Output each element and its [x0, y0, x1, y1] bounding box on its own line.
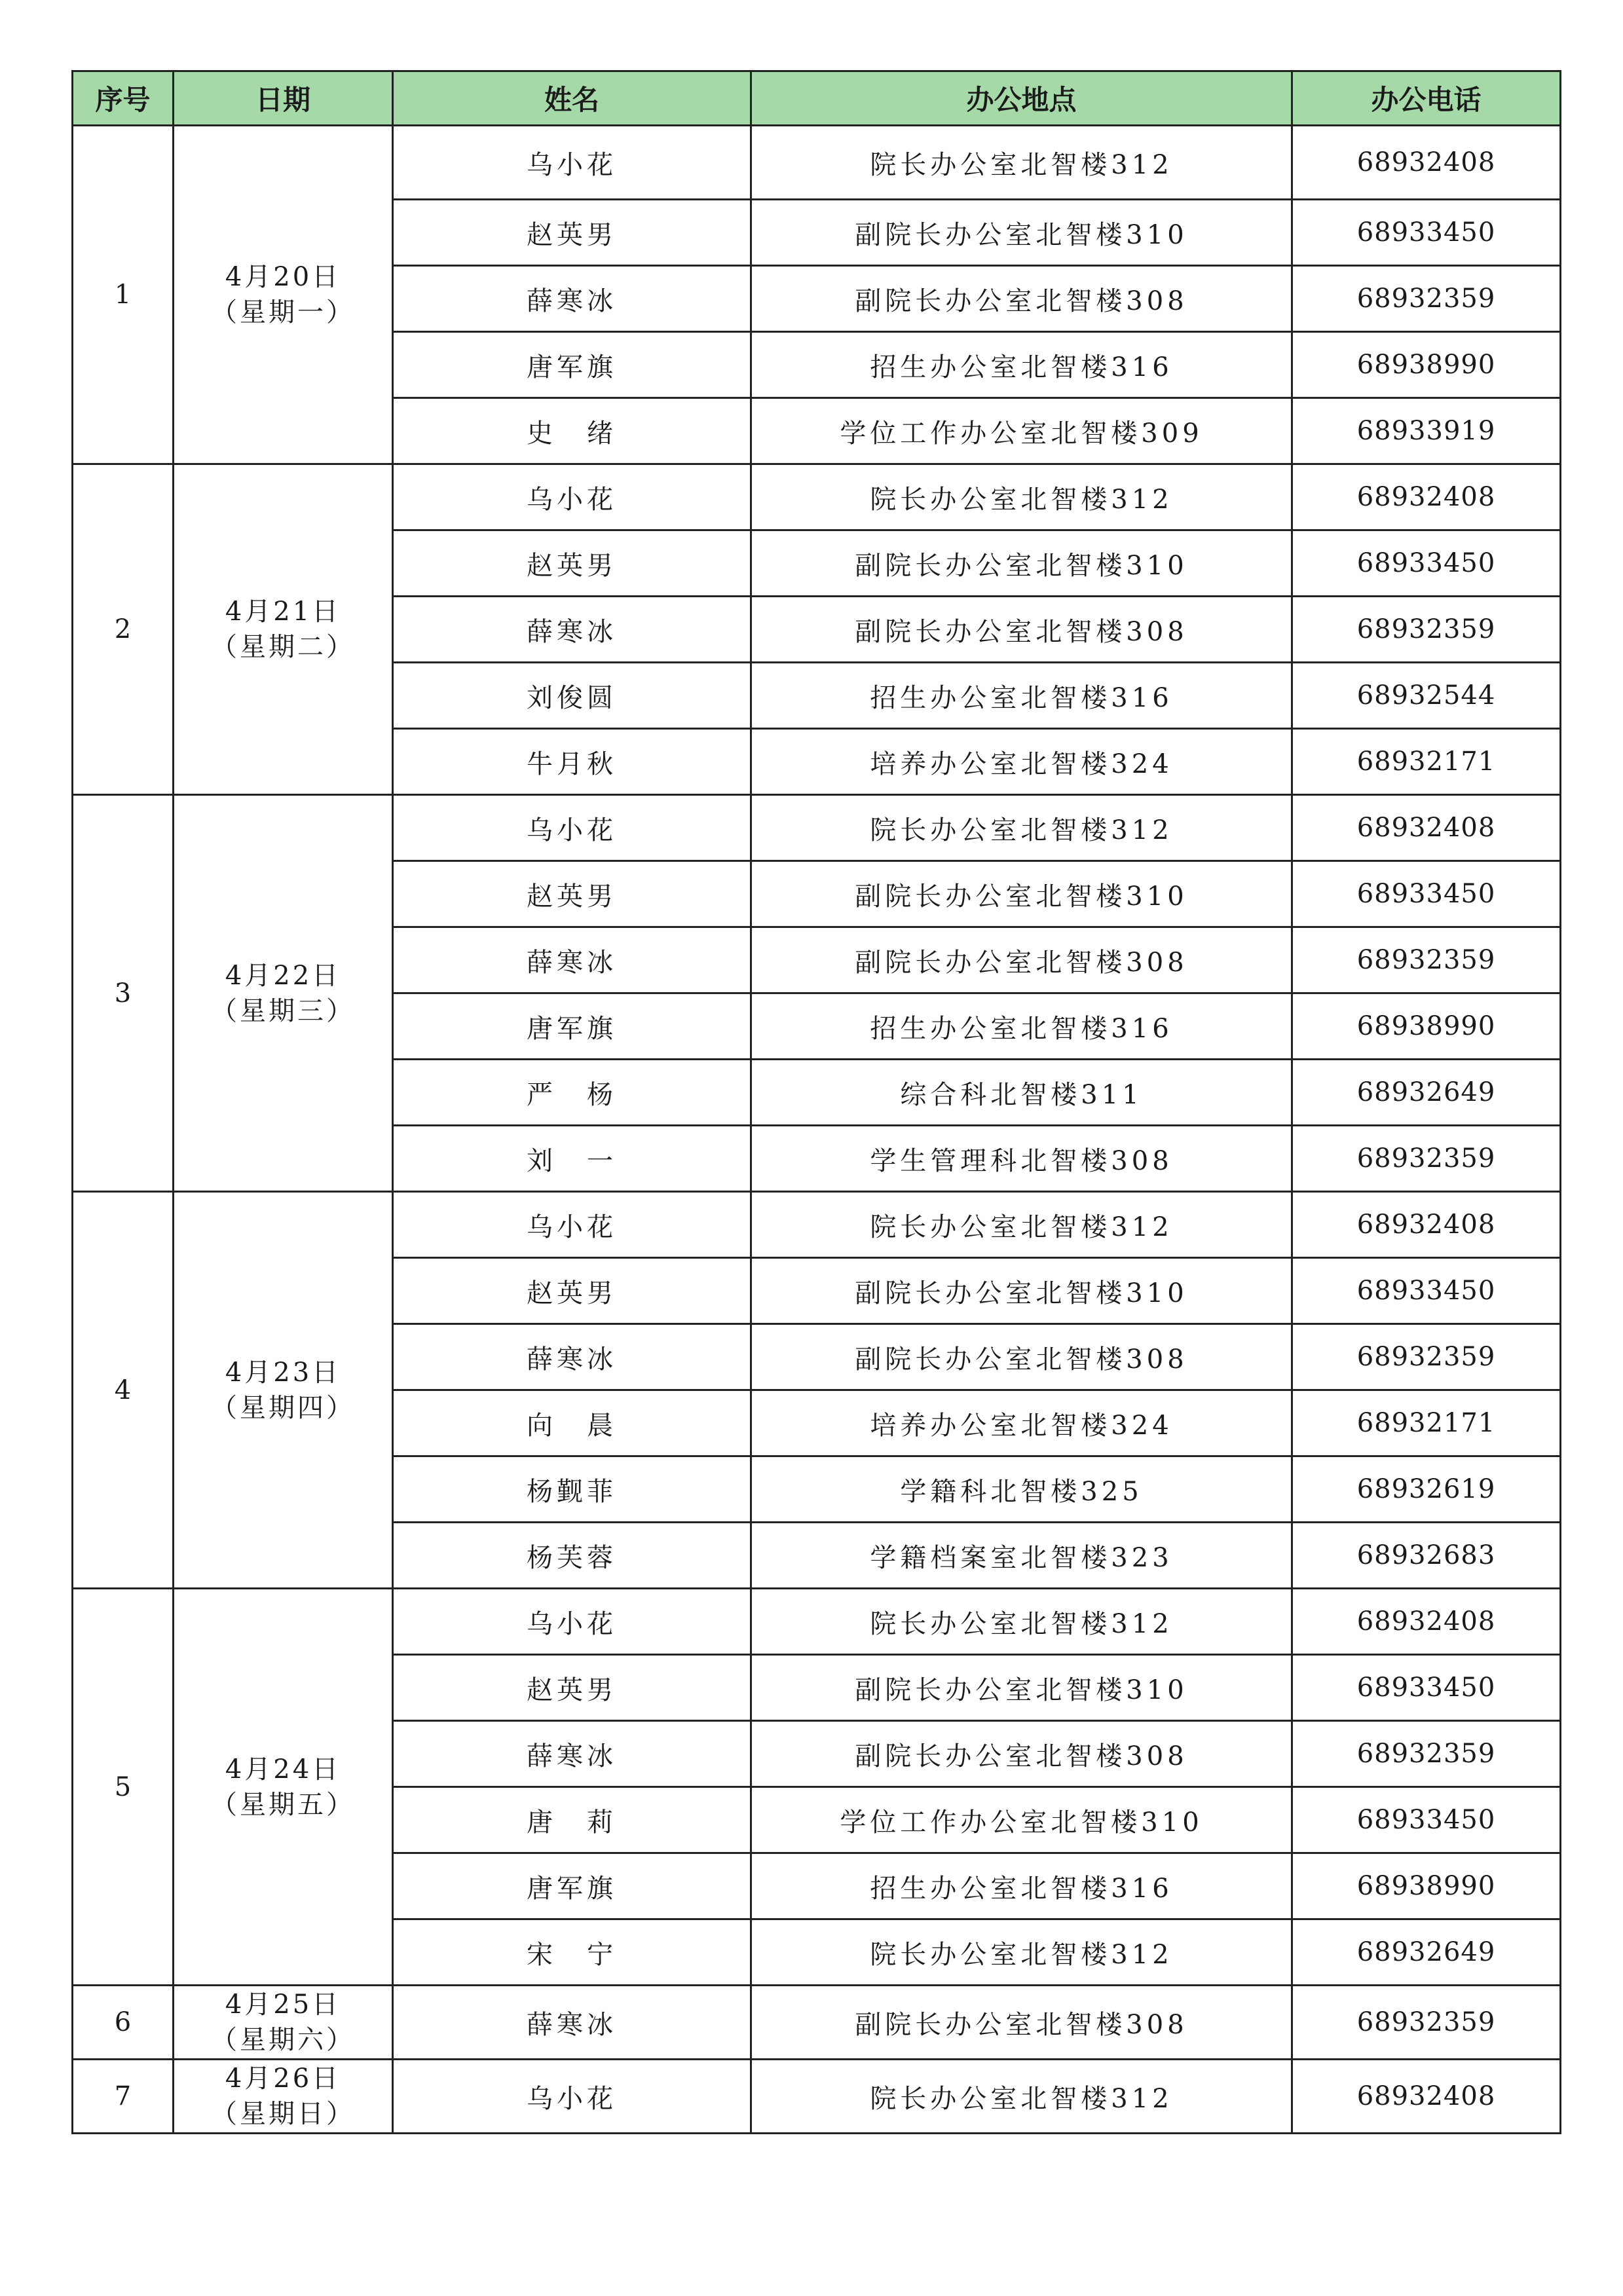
phone-cell: 68932408	[1292, 2060, 1561, 2134]
date-cell	[174, 795, 393, 1192]
name-cell: 杨觐菲	[393, 1456, 751, 1523]
phone-cell: 68932359	[1292, 1324, 1561, 1390]
name-cell: 宋 宁	[393, 1919, 751, 1986]
location-cell: 招生办公室北智楼316	[751, 332, 1292, 398]
date-text: 4月20日	[225, 262, 341, 292]
name-cell: 乌小花	[393, 1589, 751, 1655]
date-cell	[174, 464, 393, 795]
location-cell: 招生办公室北智楼316	[751, 663, 1292, 729]
date-text: 4月22日	[225, 960, 341, 991]
phone-cell: 68932359	[1292, 266, 1561, 332]
weekday-text: （星期五）	[211, 1789, 355, 1820]
name-cell: 赵英男	[393, 1258, 751, 1324]
weekday-text: （星期四）	[211, 1392, 355, 1423]
location-cell: 培养办公室北智楼324	[751, 729, 1292, 795]
phone-cell: 68933450	[1292, 200, 1561, 266]
location-cell: 招生办公室北智楼316	[751, 1853, 1292, 1919]
name-cell: 严 杨	[393, 1060, 751, 1126]
date-text: 4月24日	[225, 1754, 341, 1785]
location-cell: 招生办公室北智楼316	[751, 993, 1292, 1060]
location-cell: 学位工作办公室北智楼309	[751, 398, 1292, 464]
name-cell: 乌小花	[393, 464, 751, 530]
location-cell: 副院长办公室北智楼308	[751, 1986, 1292, 2060]
name-cell: 薛寒冰	[393, 266, 751, 332]
name-cell: 赵英男	[393, 200, 751, 266]
location-cell: 副院长办公室北智楼310	[751, 200, 1292, 266]
index-cell: 5	[73, 1589, 174, 1986]
location-cell: 学籍科北智楼325	[751, 1456, 1292, 1523]
location-cell: 副院长办公室北智楼310	[751, 861, 1292, 927]
location-cell: 院长办公室北智楼312	[751, 795, 1292, 861]
name-cell: 赵英男	[393, 861, 751, 927]
phone-cell: 68938990	[1292, 993, 1561, 1060]
date-cell	[174, 1589, 393, 1986]
location-cell: 学生管理科北智楼308	[751, 1126, 1292, 1192]
phone-cell: 68932359	[1292, 927, 1561, 993]
name-cell: 唐 莉	[393, 1787, 751, 1853]
name-cell: 乌小花	[393, 126, 751, 200]
date-cell	[174, 1192, 393, 1589]
name-cell: 薛寒冰	[393, 1721, 751, 1787]
location-cell: 培养办公室北智楼324	[751, 1390, 1292, 1456]
header-row	[73, 71, 1561, 126]
weekday-text: （星期六）	[211, 2025, 355, 2055]
table-row	[73, 464, 1561, 530]
name-cell: 唐军旗	[393, 1853, 751, 1919]
date-cell	[174, 126, 393, 464]
name-cell: 赵英男	[393, 530, 751, 597]
phone-cell: 68932359	[1292, 1126, 1561, 1192]
phone-cell: 68932683	[1292, 1523, 1561, 1589]
phone-cell: 68932619	[1292, 1456, 1561, 1523]
name-cell: 赵英男	[393, 1655, 751, 1721]
phone-cell: 68932649	[1292, 1919, 1561, 1986]
location-cell: 副院长办公室北智楼308	[751, 1721, 1292, 1787]
date-text: 4月25日	[225, 1990, 341, 2020]
date-text: 4月21日	[225, 597, 341, 627]
date-text: 4月26日	[225, 2064, 341, 2094]
location-cell: 学位工作办公室北智楼310	[751, 1787, 1292, 1853]
location-cell: 综合科北智楼311	[751, 1060, 1292, 1126]
header-date: 日期	[174, 71, 393, 126]
name-cell: 史 绪	[393, 398, 751, 464]
phone-cell: 68932408	[1292, 1192, 1561, 1258]
phone-cell: 68933450	[1292, 1655, 1561, 1721]
table-row	[73, 1986, 1561, 2060]
table-body	[73, 126, 1561, 2134]
location-cell: 副院长办公室北智楼308	[751, 1324, 1292, 1390]
index-cell: 4	[73, 1192, 174, 1589]
name-cell: 唐军旗	[393, 993, 751, 1060]
location-cell: 院长办公室北智楼312	[751, 464, 1292, 530]
header-index: 序号	[73, 71, 174, 126]
name-cell: 薛寒冰	[393, 1324, 751, 1390]
name-cell: 乌小花	[393, 2060, 751, 2134]
name-cell: 刘俊圆	[393, 663, 751, 729]
location-cell: 副院长办公室北智楼310	[751, 1655, 1292, 1721]
location-cell: 学籍档案室北智楼323	[751, 1523, 1292, 1589]
phone-cell: 68933450	[1292, 1258, 1561, 1324]
location-cell: 院长办公室北智楼312	[751, 2060, 1292, 2134]
phone-cell: 68933450	[1292, 530, 1561, 597]
table-row	[73, 1192, 1561, 1258]
header-location: 办公地点	[751, 71, 1292, 126]
name-cell: 牛月秋	[393, 729, 751, 795]
date-text: 4月23日	[225, 1357, 341, 1388]
index-cell: 1	[73, 126, 174, 464]
name-cell: 杨芙蓉	[393, 1523, 751, 1589]
name-cell: 薛寒冰	[393, 927, 751, 993]
name-cell: 向 晨	[393, 1390, 751, 1456]
location-cell: 院长办公室北智楼312	[751, 1192, 1292, 1258]
name-cell: 乌小花	[393, 1192, 751, 1258]
table-header	[73, 71, 1561, 126]
phone-cell: 68932408	[1292, 1589, 1561, 1655]
header-phone: 办公电话	[1292, 71, 1561, 126]
location-cell: 院长办公室北智楼312	[751, 1589, 1292, 1655]
phone-cell: 68938990	[1292, 1853, 1561, 1919]
weekday-text: （星期日）	[211, 2099, 355, 2129]
phone-cell: 68932408	[1292, 464, 1561, 530]
location-cell: 院长办公室北智楼312	[751, 1919, 1292, 1986]
date-cell	[174, 1986, 393, 2060]
weekday-text: （星期三）	[211, 995, 355, 1026]
location-cell: 院长办公室北智楼312	[751, 126, 1292, 200]
phone-cell: 68932359	[1292, 597, 1561, 663]
phone-cell: 68932171	[1292, 1390, 1561, 1456]
header-name: 姓名	[393, 71, 751, 126]
phone-cell: 68932408	[1292, 126, 1561, 200]
index-cell: 3	[73, 795, 174, 1192]
location-cell: 副院长办公室北智楼308	[751, 597, 1292, 663]
weekday-text: （星期二）	[211, 632, 355, 662]
table-row	[73, 126, 1561, 200]
phone-cell: 68933450	[1292, 861, 1561, 927]
name-cell: 乌小花	[393, 795, 751, 861]
table-row	[73, 2060, 1561, 2134]
name-cell: 刘 一	[393, 1126, 751, 1192]
phone-cell: 68932408	[1292, 795, 1561, 861]
location-cell: 副院长办公室北智楼310	[751, 530, 1292, 597]
phone-cell: 68932649	[1292, 1060, 1561, 1126]
date-cell	[174, 2060, 393, 2134]
name-cell: 薛寒冰	[393, 597, 751, 663]
index-cell: 7	[73, 2060, 174, 2134]
phone-cell: 68932359	[1292, 1986, 1561, 2060]
duty-schedule-table	[71, 70, 1561, 2134]
phone-cell: 68932171	[1292, 729, 1561, 795]
phone-cell: 68933919	[1292, 398, 1561, 464]
phone-cell: 68938990	[1292, 332, 1561, 398]
phone-cell: 68932544	[1292, 663, 1561, 729]
name-cell: 唐军旗	[393, 332, 751, 398]
location-cell: 副院长办公室北智楼308	[751, 266, 1292, 332]
table-row	[73, 1589, 1561, 1655]
location-cell: 副院长办公室北智楼308	[751, 927, 1292, 993]
phone-cell: 68932359	[1292, 1721, 1561, 1787]
table-row	[73, 795, 1561, 861]
name-cell: 薛寒冰	[393, 1986, 751, 2060]
index-cell: 2	[73, 464, 174, 795]
weekday-text: （星期一）	[211, 297, 355, 327]
phone-cell: 68933450	[1292, 1787, 1561, 1853]
index-cell: 6	[73, 1986, 174, 2060]
location-cell: 副院长办公室北智楼310	[751, 1258, 1292, 1324]
